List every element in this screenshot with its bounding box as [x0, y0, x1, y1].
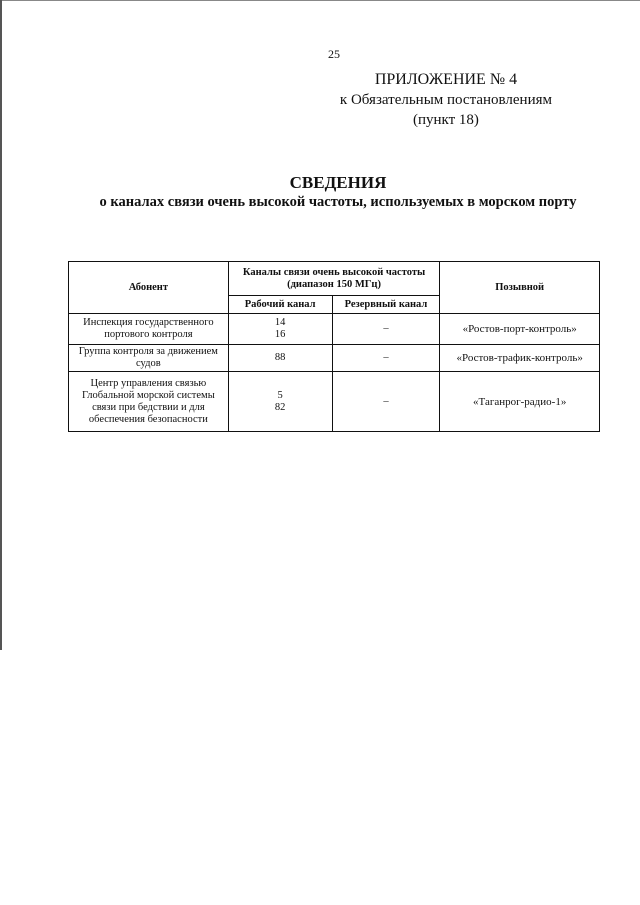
cell-channel-value: 88: [274, 352, 286, 363]
cell-working-channel: [228, 314, 332, 345]
appendix-clause: (пункт 18): [412, 112, 479, 128]
table-row: [69, 372, 600, 432]
cell-subscriber: [69, 372, 229, 432]
cell-subscriber-line: обеспечения безопасности: [88, 413, 208, 425]
page-left-edge: [0, 0, 2, 650]
cell-channel-value: 16: [274, 329, 286, 340]
header-reserve-channel: Резервный канал: [332, 296, 440, 314]
channels-table: [68, 261, 600, 432]
cell-subscriber-line: Глобальной морской системы: [81, 389, 215, 401]
appendix-block: [340, 70, 552, 130]
cell-working-channel: [228, 372, 332, 432]
document-subtitle: о каналах связи очень высокой частоты, используемых в морском порту: [99, 194, 577, 210]
cell-subscriber-line: Центр управления связью: [90, 377, 207, 389]
appendix-title: ПРИЛОЖЕНИЕ № 4: [374, 71, 518, 88]
cell-channel-value: 14: [274, 317, 286, 328]
cell-channel-value: 5: [277, 389, 283, 401]
appendix-subtitle: к Обязательным постановлениям: [339, 92, 552, 108]
cell-reserve-channel: –: [332, 345, 440, 372]
header-subscriber: Абонент: [69, 262, 229, 314]
cell-working-channel: [228, 345, 332, 372]
cell-subscriber-line: портового контроля: [104, 329, 193, 340]
header-callsign: Позывной: [440, 262, 600, 314]
cell-subscriber: [69, 314, 229, 345]
cell-subscriber-line: Группа контроля за движением: [78, 346, 218, 357]
cell-callsign: «Ростов-порт-контроль»: [440, 314, 600, 345]
document-title: СВЕДЕНИЯ: [289, 173, 387, 192]
cell-channel-value: 82: [274, 401, 286, 413]
page-number: 25: [328, 47, 340, 61]
header-working-channel: Рабочий канал: [228, 296, 332, 314]
table-row: [69, 345, 600, 372]
cell-subscriber: [69, 345, 229, 372]
page-top-edge: [0, 0, 640, 1]
cell-reserve-channel: –: [332, 372, 440, 432]
header-channels: [228, 262, 440, 296]
table-row: [69, 314, 600, 345]
header-channels-line2: (диапазон 150 МГц): [287, 278, 381, 290]
cell-subscriber-line: связи при бедствии и для: [92, 401, 205, 413]
header-channels-line1: Каналы связи очень высокой частоты: [242, 266, 426, 278]
cell-callsign: «Таганрог-радио-1»: [440, 372, 600, 432]
cell-subscriber-line: судов: [136, 358, 161, 369]
cell-subscriber-line: Инспекция государственного: [83, 317, 214, 328]
table-header-row: [69, 262, 600, 296]
cell-reserve-channel: –: [332, 314, 440, 345]
cell-callsign: «Ростов-трафик-контроль»: [440, 345, 600, 372]
